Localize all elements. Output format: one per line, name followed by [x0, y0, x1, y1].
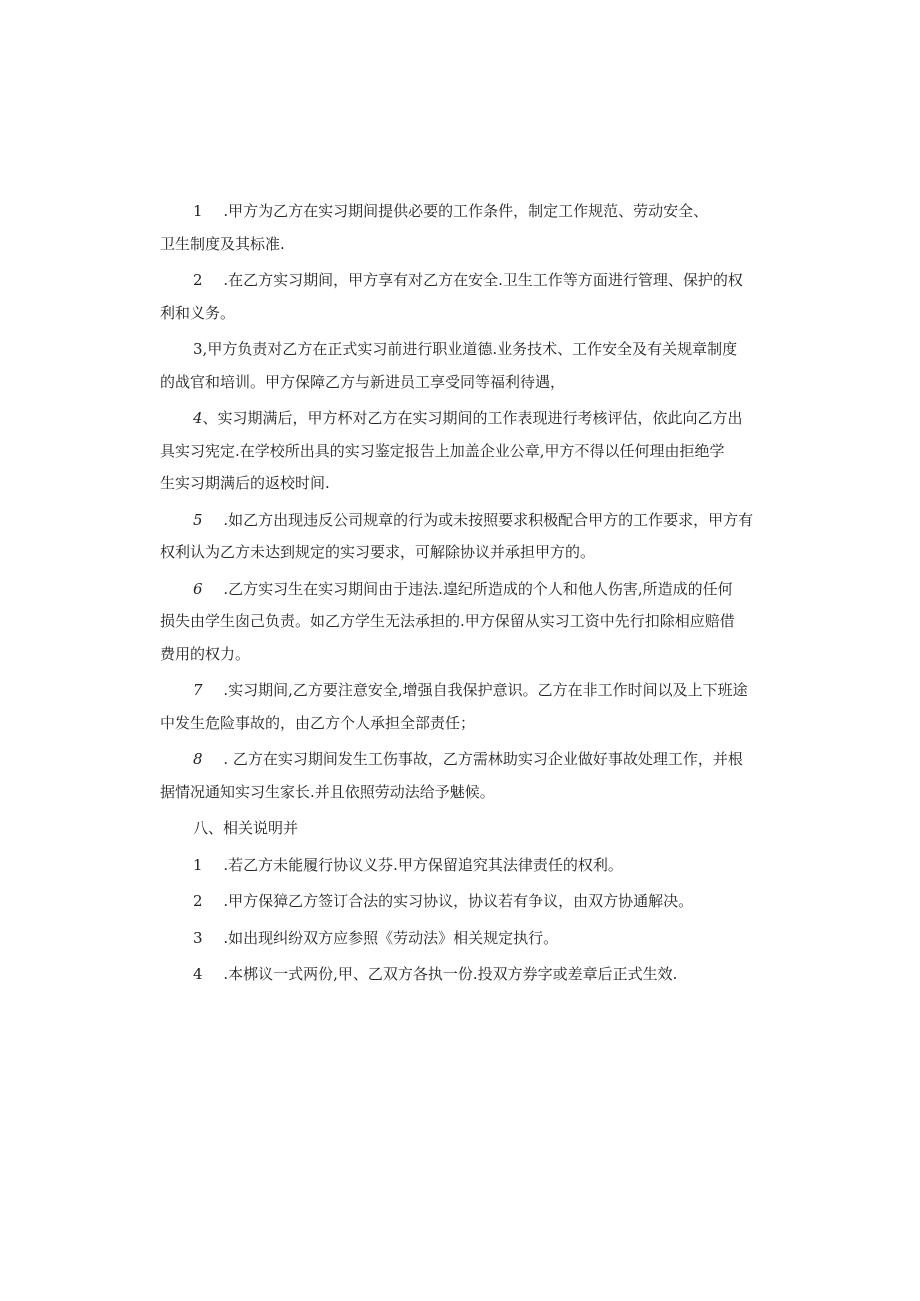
- clause-number: 7: [193, 681, 203, 699]
- note-text: .甲方保獐乙方签订合法的实习协议，协议若有争议，由双方协通解决。: [218, 892, 694, 910]
- clause-text: 生实习期满后的返校时间.: [160, 474, 330, 492]
- clause-text: 据情况通知实习生家长.并且依照劳动法给予魅候。: [160, 782, 495, 801]
- clause-text: 费用的权力。: [160, 644, 251, 663]
- clause-text: . 乙方在实习期间发生工伤事故，乙方需林助实习企业做好事故处理工作，并根: [218, 750, 743, 768]
- note-item-2: [160, 885, 760, 918]
- clause-number: 5: [193, 510, 203, 529]
- note-text: .如出现纠纷双方应参照《劳动法》相关规定执行。: [218, 928, 559, 947]
- clause-text: 卫生制度及其标准.: [160, 234, 285, 253]
- clause-text: 权利认为乙方未达到规定的实习要求，可解除协议并承担甲方的。: [160, 543, 596, 561]
- section-heading: 八、相关说明并: [193, 819, 299, 837]
- note-number: 1: [193, 855, 203, 874]
- clause-text: 中发生危险事故的，由乙方个人承担全部责任；: [160, 713, 476, 732]
- clause-text: .乙方实习生在实习期间由于违法.遑纪所造成的个人和他人伤害,所造成的任何: [218, 579, 733, 598]
- clause-1: [160, 195, 760, 260]
- clause-number: 8: [193, 750, 203, 768]
- note-item-1: [160, 849, 760, 882]
- clause-text: 、实习期满后，甲方杯对乙方在实习期间的工作表现进行考核评估，依此向乙方出: [202, 409, 743, 427]
- clause-6: [160, 573, 760, 671]
- clause-text: .在乙方实习期间，甲方享有对乙方在安全.卫生工作等方面进行管理、保护的权: [218, 271, 743, 289]
- clause-text: .甲方为乙方在实习期间提供必要的工作条件，制定工作规范、劳动安全、: [218, 202, 709, 220]
- document-body: [160, 195, 760, 995]
- clause-text: 甲方负责对乙方在正式实习前进行职业道德.业务技术、工作安全及有关规章制度: [207, 340, 738, 358]
- clause-4: [160, 402, 760, 500]
- clause-5: [160, 504, 760, 569]
- clause-number: 2: [193, 271, 203, 289]
- note-text: .本梆议一式两份,甲、乙双方各执一份.投双方券字或差章后正式生效.: [218, 965, 678, 983]
- clause-text: 损失由学生囱己负责。如乙方学生无法承担的.甲方保留从实习工资中先行扣除相应赔借: [160, 612, 735, 630]
- note-item-4: [160, 958, 760, 991]
- note-text: .若乙方未能履行协议义芬.甲方保留追究其法律责任的权利。: [218, 855, 623, 874]
- note-number: 2: [193, 892, 203, 910]
- clause-number: 3,: [193, 340, 208, 358]
- clause-2: [160, 264, 760, 329]
- clause-text: .实习期间,乙方要注意安全,增强自我保护意识。乙方在非工作时间以及上下班途: [218, 681, 748, 699]
- clause-text: 利和义务。: [160, 303, 236, 322]
- clause-number: 1: [193, 202, 203, 220]
- clause-7: [160, 674, 760, 739]
- clause-3: [160, 333, 760, 398]
- note-number: 3: [193, 928, 203, 947]
- clause-text: .如乙方出现违反公司规章的行为或未按照要求积极配合甲方的工作要求，甲方有: [218, 510, 754, 529]
- clause-number: 4: [193, 409, 203, 427]
- note-number: 4: [193, 965, 203, 983]
- clause-number: 6: [193, 579, 203, 598]
- clause-8: [160, 743, 760, 808]
- note-item-3: [160, 922, 760, 955]
- clause-text: 具实习宪定.在学校所出具的实习鉴定报告上加盖企业公章,甲方不得以任何理由拒绝学: [160, 441, 725, 460]
- clause-text: 的战官和培训。甲方保障乙方与新进员工享受同等福利待遇，: [160, 372, 566, 391]
